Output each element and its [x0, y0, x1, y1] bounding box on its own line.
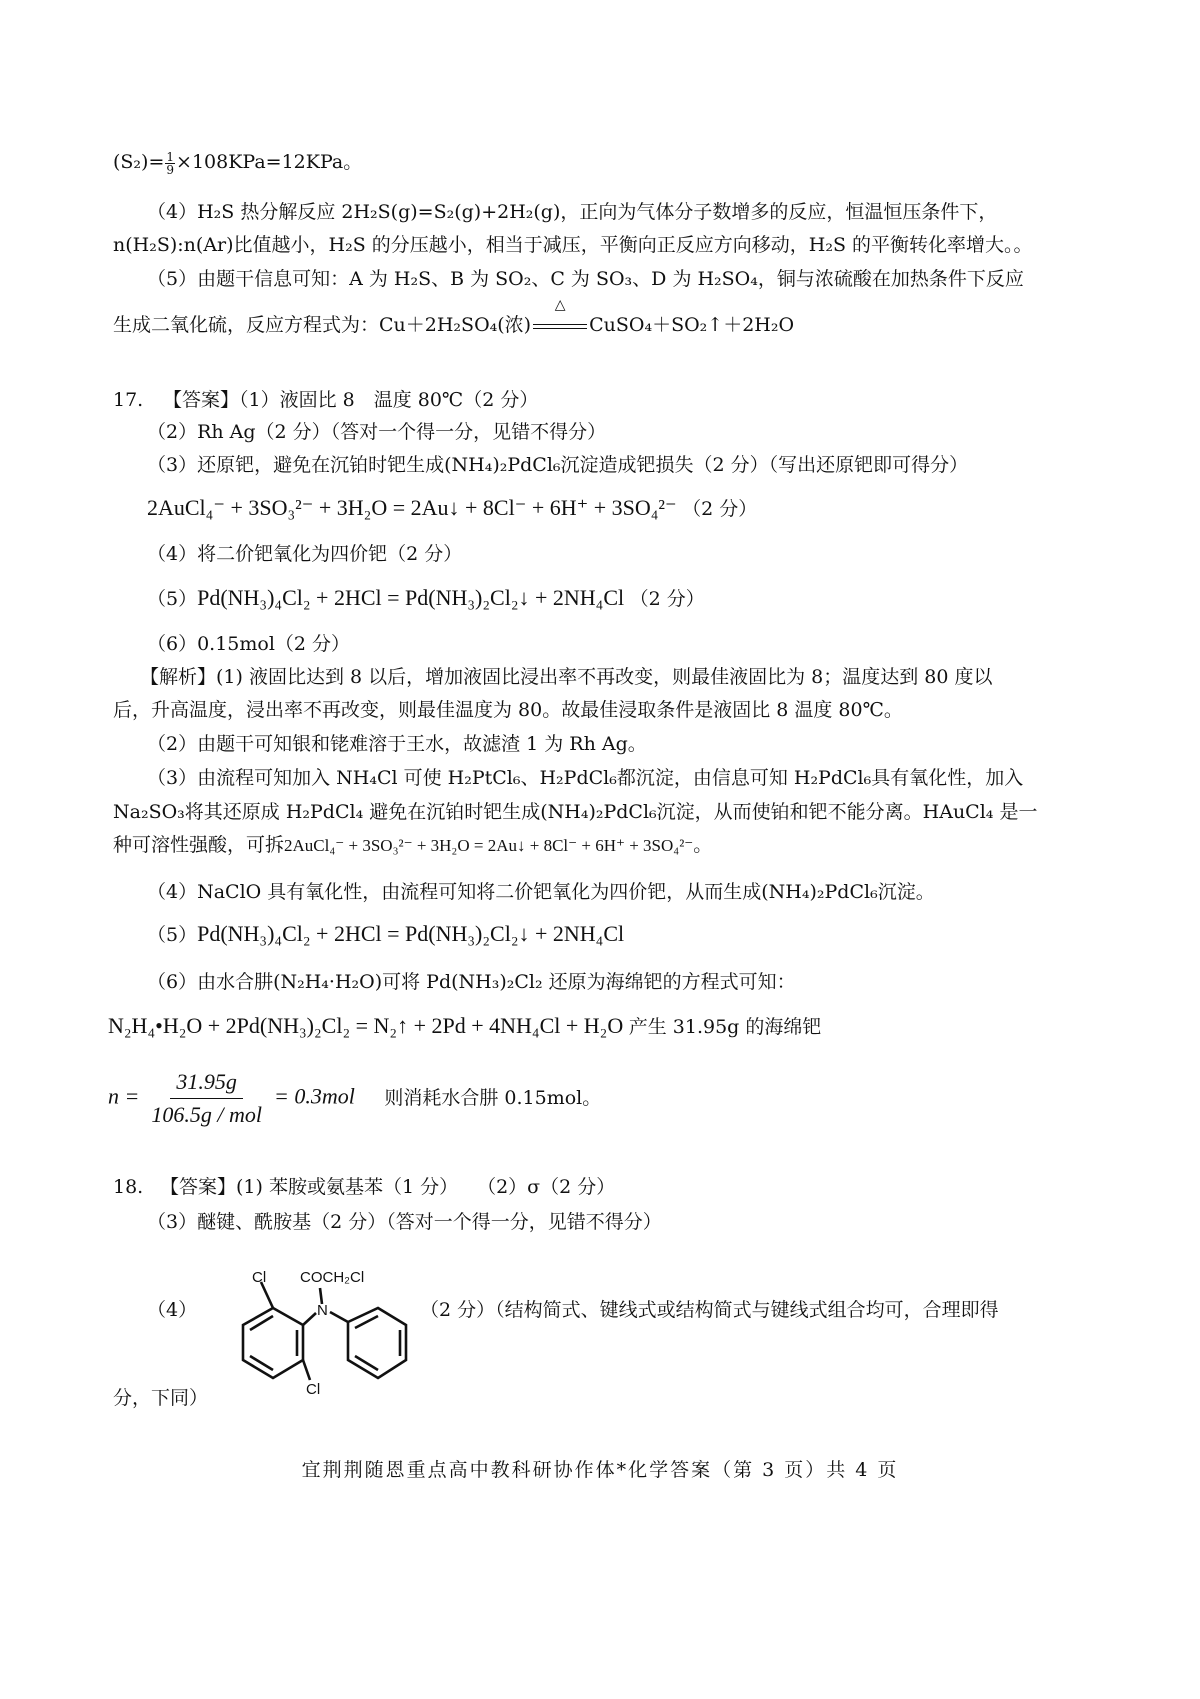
- text-line-1: [113, 150, 362, 176]
- q17-hydrazine-equation: N₂H₄•H₂O + 2Pd(NH₃)₂Cl₂ = N₂↑ + 2Pd + 4NH₄Cl + H₂O 产生 31.95g 的海绵钯: [108, 1013, 822, 1038]
- inline-equation: 2AuCl₄⁻ + 3SO₃²⁻ + 3H₂O = 2Au↓ + 8Cl⁻ + 6H⁺ + 3SO₄²⁻: [284, 836, 694, 855]
- question-18-number: 18.: [113, 1176, 144, 1198]
- q17-analysis-line-5: Na₂SO₃将其还原成 H₂PdCl₄ 避免在沉铂时钯生成(NH₄)₂PdCl₆沉淀，从而使铂和钯不能分离。HAuCl₄ 是一: [113, 801, 1038, 823]
- q17-answer-line-3: （3）还原钯，避免在沉铂时钯生成(NH₄)₂PdCl₆沉淀造成钯损失（2 分）（写出还原钯即可得分）: [147, 454, 969, 476]
- text-line-2: （4）H₂S 热分解反应 2H₂S(g)=S₂(g)+2H₂(g)，正向为气体分子数增多的反应，恒温恒压条件下，: [147, 201, 998, 223]
- structural-formula: [228, 1268, 418, 1398]
- left-benzene-ring: [243, 1308, 303, 1378]
- q17-equation-1: 2AuCl₄⁻ + 3SO₃²⁻ + 3H₂O = 2Au↓ + 8Cl⁻ + 6H⁺ + 3SO₄²⁻ （2 分）: [147, 495, 758, 520]
- top-chlorine-label: Cl: [252, 1269, 267, 1286]
- q18-answer-line-1: 【答案】(1) 苯胺或氨基苯（1 分） （2）σ（2 分）: [160, 1176, 616, 1198]
- q17-analysis-line-2: 后，升高温度，浸出率不再改变，则最佳温度为 80。故最佳浸取条件是液固比 8 温度 80℃。: [113, 699, 903, 721]
- q17-moles-calculation: n = $\frac{31.95g}{\text{106.5g / mol}}$ = 0.3mol 则消耗水合肼 0.15mol。: [108, 1069, 602, 1127]
- q17-analysis-line-4: （3）由流程可知加入 NH₄Cl 可使 H₂PtCl₆、H₂PdCl₆都沉淀，由信息可知 H₂PdCl₆具有氧化性，加入: [147, 767, 1024, 789]
- q18-part-4-label: （4）: [147, 1299, 198, 1321]
- q17-answer-line-1: 【答案】（1）液固比 8 温度 80℃（2 分）: [163, 389, 539, 411]
- bottom-chlorine-label: Cl: [306, 1381, 321, 1398]
- q17-analysis-line-9: （6）由水合肼(N₂H₄·H₂O)可将 Pd(NH₃)₂Cl₂ 还原为海绵钯的方程式可知：: [147, 971, 796, 993]
- q17-equation-2: （5）Pd(NH₃)₄Cl₂ + 2HCl = Pd(NH₃)₂Cl₂↓ + 2NH₄Cl （2 分）: [147, 585, 705, 610]
- fraction-one-ninth: $\frac{1}{9}$: [166, 149, 175, 177]
- nitrogen-phenyl-bond: [330, 1312, 348, 1322]
- chloroacetyl-label: COCH₂Cl: [300, 1269, 365, 1286]
- text-line-5: 生成二氧化硫，反应方程式为：Cu＋2H₂SO₄(浓) △ CuSO₄＋SO₂↑＋2H₂O: [113, 313, 794, 337]
- bottom-chlorine-bond: [303, 1360, 310, 1380]
- question-17-number: 17.: [113, 389, 144, 411]
- q18-answer-line-2: （3）醚键、酰胺基（2 分）（答对一个得一分，见错不得分）: [147, 1211, 662, 1233]
- text-line-3: n(H₂S):n(Ar)比值越小，H₂S 的分压越小，相当于减压，平衡向正反应方向移动，H₂S 的平衡转化率增大。。: [113, 234, 1033, 256]
- q17-answer-line-6: （6）0.15mol（2 分）: [147, 633, 351, 655]
- q17-analysis-line-6: 种可溶性强酸，可拆2AuCl₄⁻ + 3SO₃²⁻ + 3H₂O = 2Au↓ + 8Cl⁻ + 6H⁺ + 3SO₄²⁻。: [113, 834, 713, 856]
- right-benzene-ring: [348, 1308, 406, 1378]
- q17-analysis-equation-5: （5）Pd(NH₃)₄Cl₂ + 2HCl = Pd(NH₃)₂Cl₂↓ + 2NH₄Cl: [147, 921, 625, 946]
- q17-analysis-line-1: 【解析】(1) 液固比达到 8 以后，增加液固比浸出率不再改变，则最佳液固比为 8；温度达到 80 度以: [140, 666, 993, 688]
- page-footer: 宜荆荆随恩重点高中教科研协作体*化学答案（第 3 页）共 4 页: [301, 1459, 899, 1481]
- heating-condition-arrow: [531, 297, 589, 337]
- q17-answer-line-4: （4）将二价钯氧化为四价钯（2 分）: [147, 543, 463, 565]
- q17-analysis-line-7: （4）NaClO 具有氧化性，由流程可知将二价钯氧化为四价钯，从而生成(NH₄)₂PdCl₆沉淀。: [147, 881, 935, 903]
- nitrogen-label: N: [317, 1302, 328, 1319]
- q18-part-4-note: （2 分）（结构简式、键线式或结构简式与键线式组合均可，合理即得: [420, 1299, 999, 1321]
- q17-answer-line-2: （2）Rh Ag（2 分）（答对一个得一分，见错不得分）: [147, 421, 607, 443]
- ring-nitrogen-bond: [303, 1313, 316, 1325]
- partial-pressure-prefix: (S₂)=: [113, 151, 165, 173]
- partial-pressure-value: ×108KPa=12KPa。: [176, 151, 363, 173]
- delta-symbol: △: [554, 297, 566, 313]
- text-line-4: （5）由题干信息可知：A 为 H₂S、B 为 SO₂、C 为 SO₃、D 为 H₂SO₄，铜与浓硫酸在加热条件下反应: [147, 268, 1024, 290]
- q17-analysis-line-3: （2）由题干可知银和铑难溶于王水，故滤渣 1 为 Rh Ag。: [147, 733, 647, 755]
- mass-over-molar-mass-fraction: $\frac{31.95g}{\text{106.5g / mol}}$: [151, 1069, 262, 1127]
- q18-answer-line-4: 分，下同）: [113, 1387, 209, 1409]
